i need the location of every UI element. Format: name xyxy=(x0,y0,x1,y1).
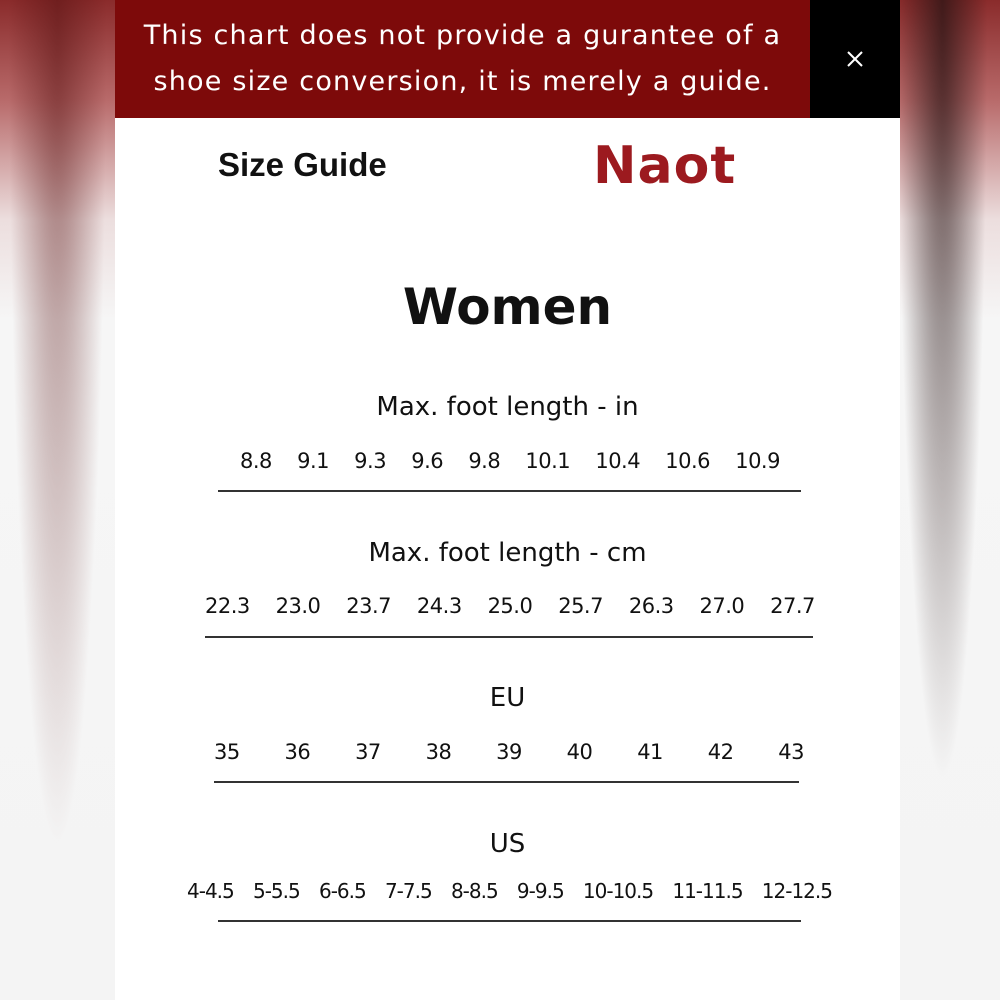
size-value: 8-8.5 xyxy=(450,879,498,903)
row-divider xyxy=(205,636,813,638)
size-value: 10.1 xyxy=(525,449,571,473)
size-value: 27.0 xyxy=(699,594,745,618)
size-value: 10-10.5 xyxy=(582,879,654,903)
row-values-eu xyxy=(214,740,804,764)
row-heading-cm: Max. foot length - cm xyxy=(368,538,647,568)
disclaimer-text: This chart does not provide a gurantee of a shoe size conversion, it is merely a guide. xyxy=(143,20,782,97)
close-button[interactable] xyxy=(810,0,900,118)
size-value: 22.3 xyxy=(205,594,250,618)
size-value: 38 xyxy=(425,740,452,764)
size-value: 10.9 xyxy=(735,449,780,473)
size-value: 24.3 xyxy=(416,594,462,618)
size-value: 35 xyxy=(214,740,240,764)
size-value: 10.6 xyxy=(665,449,711,473)
brand-logo: Naot xyxy=(593,136,737,196)
row-values-cm xyxy=(205,594,815,618)
section-title-women: Women xyxy=(402,278,613,336)
size-value: 36 xyxy=(284,740,311,764)
size-value: 37 xyxy=(355,740,381,764)
row-heading-eu: EU xyxy=(489,683,526,713)
row-heading-inches: Max. foot length - in xyxy=(376,392,639,422)
size-guide-title: Size Guide xyxy=(218,146,387,183)
size-value: 9-9.5 xyxy=(516,879,564,903)
size-value: 40 xyxy=(566,740,593,764)
size-value: 27.7 xyxy=(770,594,815,618)
size-value: 9.3 xyxy=(354,449,387,473)
size-value: 42 xyxy=(707,740,734,764)
size-value: 4-4.5 xyxy=(187,879,234,903)
size-value: 25.7 xyxy=(558,594,603,618)
row-divider xyxy=(218,920,801,922)
size-value: 7-7.5 xyxy=(384,879,432,903)
size-value: 9.8 xyxy=(468,449,501,473)
size-value: 6-6.5 xyxy=(318,879,366,903)
size-value: 10.4 xyxy=(595,449,641,473)
close-icon xyxy=(845,49,865,69)
size-value: 43 xyxy=(778,740,804,764)
size-value: 8.8 xyxy=(240,449,272,473)
size-value: 23.7 xyxy=(346,594,392,618)
backdrop-left xyxy=(0,0,115,1000)
size-value: 9.1 xyxy=(297,449,329,473)
size-value: 9.6 xyxy=(411,449,444,473)
size-value: 39 xyxy=(496,740,522,764)
row-divider xyxy=(218,490,801,492)
size-guide-modal xyxy=(115,0,900,1000)
row-heading-us: US xyxy=(489,829,526,859)
size-value: 11-11.5 xyxy=(672,879,743,903)
size-value: 25.0 xyxy=(487,594,533,618)
size-value: 41 xyxy=(637,740,663,764)
row-divider xyxy=(214,781,799,783)
size-value: 5-5.5 xyxy=(252,879,300,903)
size-value: 26.3 xyxy=(628,594,674,618)
backdrop-right xyxy=(885,0,1000,1000)
size-value: 12-12.5 xyxy=(761,879,832,903)
row-values-inches xyxy=(240,449,780,473)
size-value: 23.0 xyxy=(275,594,321,618)
row-values-us xyxy=(187,879,832,903)
disclaimer-banner xyxy=(115,0,810,118)
